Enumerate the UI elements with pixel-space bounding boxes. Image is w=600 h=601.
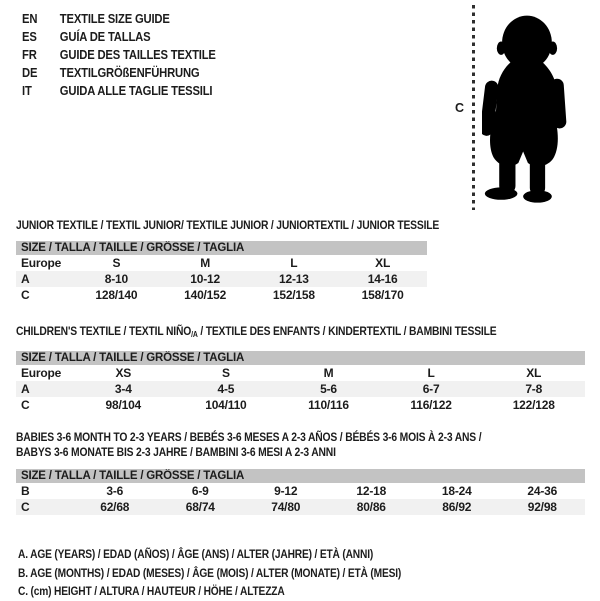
size-value: S (221, 366, 230, 380)
language-code: EN (22, 12, 38, 26)
size-value: XL (526, 366, 542, 380)
language-row (22, 46, 216, 64)
language-row (22, 28, 216, 46)
guide-title-it: GUIDA ALLE TAGLIE TESSILI (59, 84, 213, 98)
size-value: 74/80 (243, 499, 329, 515)
language-code: FR (22, 48, 37, 62)
junior-size-table (16, 241, 427, 303)
size-value: 62/68 (72, 499, 158, 515)
table-header-row (16, 469, 585, 483)
language-title-list (22, 10, 237, 100)
table-row (16, 255, 427, 271)
guide-title-fr: GUIDE DES TAILLES TEXTILE (59, 48, 216, 62)
children-title-text: CHILDREN'S TEXTILE / TEXTIL NIÑO (16, 324, 192, 338)
table-row (16, 287, 427, 303)
size-value: 18-24 (441, 484, 472, 498)
size-value: 128/140 (95, 288, 138, 302)
table-header-row (16, 351, 585, 365)
legend (16, 545, 585, 601)
legend-line-age-months: B. AGE (MONTHS) / EDAD (MESES) / ÂGE (MOIS) / ALTER (MONATE) / ETÀ (MESI) (18, 565, 402, 580)
height-measure-label: C (455, 101, 465, 115)
table-row (16, 365, 585, 381)
row-label: C (16, 499, 72, 515)
size-value: 80/86 (329, 499, 415, 515)
row-label: A (16, 381, 72, 397)
table-row (16, 381, 585, 397)
guide-title-es: GUÍA DE TALLAS (59, 30, 151, 44)
size-value: XL (375, 256, 391, 270)
language-code: IT (22, 84, 32, 98)
size-value: 6-9 (191, 484, 209, 498)
table-row (16, 499, 585, 515)
size-value: 140/152 (184, 288, 227, 302)
children-section (16, 324, 585, 413)
children-title-subscript: /A (191, 330, 198, 339)
size-value: 92/98 (500, 499, 586, 515)
language-code: ES (22, 30, 37, 44)
size-value: 158/170 (361, 288, 404, 302)
size-value: 5-6 (277, 381, 380, 397)
size-value: 116/122 (410, 398, 452, 412)
row-label: Europe (21, 256, 62, 270)
legend-line-age-years: A. AGE (YEARS) / EDAD (AÑOS) / ÂGE (ANS) / ALTER (JAHRE) / ETÀ (ANNI) (18, 547, 374, 561)
size-value: 4-5 (175, 381, 278, 397)
size-value: M (323, 366, 334, 380)
size-value: 122/128 (512, 398, 555, 412)
size-value: 3-4 (72, 381, 175, 397)
guide-title-de: TEXTILGRÖßENFÜHRUNG (59, 66, 200, 80)
header-area (0, 0, 600, 212)
table-header-row (16, 241, 427, 255)
junior-section-title: JUNIOR TEXTILE / TEXTIL JUNIOR/ TEXTILE JUNIOR / JUNIORTEXTIL / JUNIOR TESSILE (16, 218, 440, 232)
size-value: M (200, 256, 211, 270)
size-value: L (427, 366, 435, 380)
size-value: 98/104 (105, 398, 142, 412)
children-title-text: / TEXTILE DES ENFANTS / KINDERTEXTIL / BAMBINI TESSILE (197, 324, 497, 338)
table-row (16, 483, 585, 499)
size-value: 110/116 (308, 398, 349, 412)
size-value: 9-12 (274, 484, 298, 498)
height-figure (455, 5, 573, 210)
children-section-title (16, 324, 505, 342)
row-label: C (21, 398, 30, 412)
size-value: 3-6 (106, 484, 124, 498)
row-label: A (16, 271, 72, 287)
baby-silhouette-icon (482, 8, 570, 207)
babies-section-title (16, 430, 505, 460)
tables-area (16, 218, 585, 601)
size-value: L (290, 256, 298, 270)
guide-title-en: TEXTILE SIZE GUIDE (59, 12, 170, 26)
size-value: 14-16 (338, 271, 427, 287)
junior-section (16, 218, 585, 303)
row-label: C (21, 288, 30, 302)
babies-title-line-1: BABIES 3-6 MONTH TO 2-3 YEARS / BEBÉS 3-6 MESES A 2-3 AÑOS / BÉBÉS 3-6 MOIS À 2-3 ANS / (16, 430, 482, 444)
size-value: 7-8 (482, 381, 585, 397)
babies-title-line-2: BABYS 3-6 MONATE BIS 2-3 JAHRE / BAMBINI 3-6 MESI A 2-3 ANNI (16, 445, 336, 459)
height-dashed-line (472, 5, 475, 210)
table-row (16, 397, 585, 413)
size-header-bar: SIZE / TALLA / TAILLE / GRÖSSE / TAGLIA (16, 351, 585, 365)
size-value: 6-7 (380, 381, 483, 397)
table-row (16, 271, 427, 287)
size-value: S (112, 256, 121, 270)
size-value: 12-18 (356, 484, 387, 498)
row-label: Europe (21, 366, 62, 380)
children-size-table (16, 351, 585, 413)
size-value: 10-12 (161, 271, 250, 287)
language-row (22, 64, 216, 82)
babies-size-table (16, 469, 585, 515)
size-value: 8-10 (72, 271, 161, 287)
size-value: 68/74 (158, 499, 244, 515)
babies-section (16, 430, 585, 515)
language-row (22, 82, 216, 100)
size-header-bar: SIZE / TALLA / TAILLE / GRÖSSE / TAGLIA (16, 241, 427, 255)
size-value: 152/158 (272, 288, 315, 302)
size-value: 12-13 (250, 271, 339, 287)
size-header-bar: SIZE / TALLA / TAILLE / GRÖSSE / TAGLIA (16, 469, 585, 483)
size-value: 104/110 (205, 398, 247, 412)
size-value: 86/92 (414, 499, 500, 515)
language-code: DE (22, 66, 38, 80)
language-row (22, 10, 216, 28)
legend-line-height: C. (cm) HEIGHT / ALTURA / HAUTEUR / HÖHE / ALTEZZA (18, 584, 285, 598)
size-value: XS (115, 366, 132, 380)
size-value: 24-36 (527, 484, 558, 498)
row-label: B (21, 484, 30, 498)
